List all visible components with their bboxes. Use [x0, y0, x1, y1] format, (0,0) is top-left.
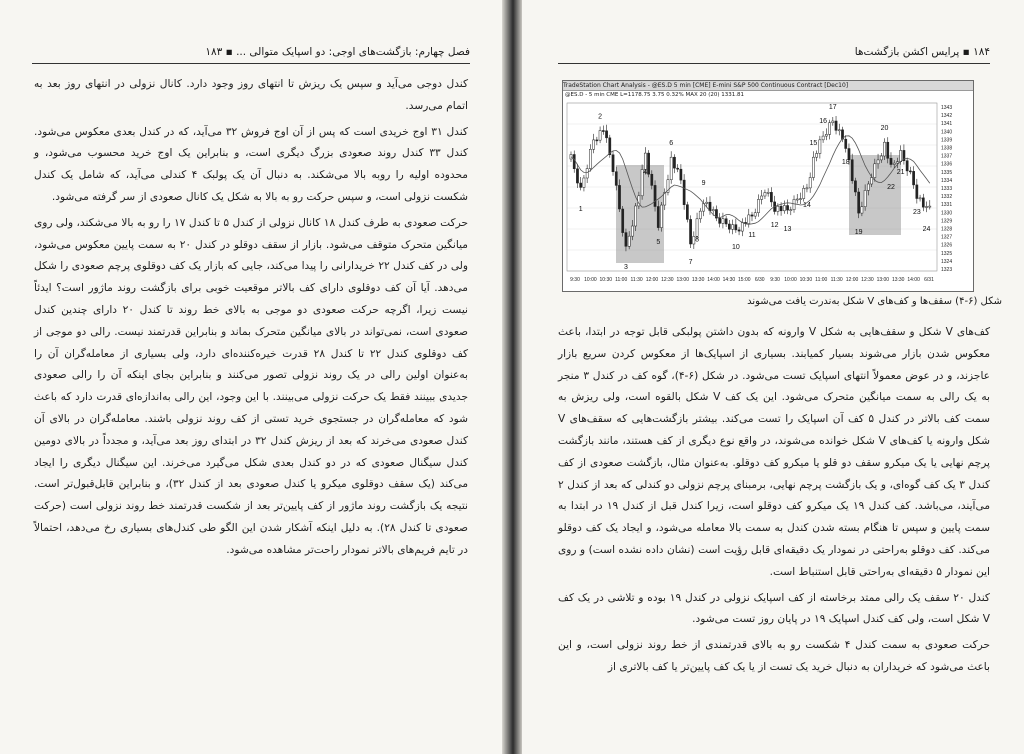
- candle-body: [858, 192, 860, 213]
- candle-body: [909, 171, 911, 172]
- time-tick-label: 11:30: [630, 277, 643, 283]
- candle-body: [767, 192, 769, 193]
- candle-body: [593, 140, 595, 149]
- right-running-header: ۱۸۴ ▪ پرایس اکشن بازگشت‌ها: [854, 46, 990, 58]
- price-tick-label: 1339: [941, 137, 953, 144]
- price-tick-label: 1325: [941, 250, 953, 257]
- time-tick-label: 12:00: [645, 277, 659, 283]
- candle-body: [780, 206, 782, 211]
- candle-body: [906, 161, 908, 171]
- candle-body: [832, 121, 834, 123]
- candle-body: [809, 178, 811, 188]
- candle-body: [651, 174, 653, 185]
- candle-body: [777, 206, 779, 211]
- candle-body: [689, 219, 691, 244]
- left-paragraph-1: کندل دوجی می‌آید و سپس یک ریزش تا انتهای روز وجود دارد. کانال نزولی در انتهای روز بعد به اتمام می‌رسد.: [34, 78, 468, 112]
- candle-body: [754, 213, 756, 216]
- price-tick-label: 1327: [941, 234, 953, 241]
- candle-body: [851, 160, 853, 181]
- candle-body: [874, 164, 876, 178]
- price-tick-label: 1330: [941, 210, 953, 217]
- candle-body: [728, 224, 730, 229]
- right-paragraph-3: حرکت صعودی به سمت کندل ۴ شکست رو به بالای قدرتمندی از خط روند نزولی است، و این باعث می‌شود که خریداران به دنبال خرید یک تست از یا یک کف پایین‌تر یا کف بالاتری از: [558, 639, 991, 673]
- candle-body: [670, 157, 672, 180]
- bar-number-label: 15: [809, 140, 818, 147]
- candle-body: [725, 219, 727, 224]
- bar-number-label: 1: [578, 206, 583, 213]
- candle-body: [867, 184, 869, 190]
- candle-body: [854, 181, 856, 192]
- candle-body: [612, 155, 614, 172]
- candle-body: [880, 156, 882, 160]
- candle-body: [625, 233, 627, 247]
- candle-body: [828, 123, 830, 135]
- price-tick-label: 1340: [941, 129, 953, 136]
- candle-body: [883, 142, 885, 156]
- candle-body: [680, 169, 682, 180]
- candle-body: [618, 185, 620, 209]
- time-tick-label: 11:00: [815, 277, 828, 283]
- left-running-header: فصل چهارم: بازگشت‌های اوجی: دو اسپایک متوالی ... ▪ ۱۸۳: [205, 46, 470, 58]
- bar-number-label: 7: [688, 259, 693, 266]
- price-tick-label: 1338: [941, 145, 953, 152]
- candle-body: [628, 236, 630, 246]
- candle-body: [570, 155, 572, 160]
- candle-body: [631, 226, 633, 236]
- candle-body: [586, 169, 588, 178]
- candle-body: [615, 172, 617, 186]
- bar-number-label: 12: [770, 222, 779, 229]
- candle-body: [764, 193, 766, 196]
- candle-body: [812, 157, 814, 177]
- candle-body: [573, 155, 575, 169]
- bar-number-label: 13: [783, 226, 792, 233]
- candle-body: [861, 207, 863, 213]
- chart-subtitle: @ES.D - 5 min CME L=1178.75 3.75 0.32% MAX 20 (20) 1331.81: [565, 92, 745, 98]
- candle-body: [657, 207, 659, 228]
- price-tick-label: 1342: [941, 113, 953, 120]
- candle-body: [735, 225, 737, 230]
- candle-body: [877, 160, 879, 164]
- time-tick-label: 13:00: [876, 277, 890, 283]
- candle-body: [887, 142, 889, 158]
- time-tick-label: 12:00: [845, 277, 859, 283]
- candle-body: [819, 140, 821, 154]
- price-tick-label: 1337: [941, 153, 953, 160]
- bar-number-label: 8: [695, 236, 700, 244]
- candle-body: [596, 140, 598, 141]
- candle-body: [890, 158, 892, 164]
- candle-body: [786, 206, 788, 211]
- candle-body: [722, 219, 724, 224]
- chart-canvas: [563, 99, 973, 291]
- candle-body: [825, 134, 827, 136]
- candle-body: [751, 215, 753, 216]
- candle-body: [845, 139, 847, 148]
- chart-window-title: TradeStation Chart Analysis - @ES.D 5 min [CME] E-mini S&P 500 Continuous Contract [Dec10]: [563, 81, 973, 91]
- time-tick-label: 14:00: [907, 277, 920, 283]
- candle-body: [822, 136, 824, 140]
- candle-body: [738, 230, 740, 231]
- left-paragraph-3: حرکت صعودی به طرف کندل ۱۸ کانال نزولی از کندل ۵ تا کندل ۱۷ را رو به بالا می‌شکند، ولی روی میانگین متحرک متوقف می‌شود. بازار از سقف دوقلو در کندل ۲۰ به سمت پایین معکوس می‌شود، ولی در کف کندل ۲۲ خریدارانی را پیدا می‌کند، جایی که بازار یک کف دوقلوی پرچم صعودی را شکل می‌دهد. آیا آن کف دوقلوی دارای کف بالاتر موقعیت خوبی برای بازگشت روند ماژور است؟ ایدئاً نیست زیرا، اگرچه حرکت صعودی دو موجی به بالای خط روند تا کندل ۲۰ دارای چندین کندل صعودی است، نمی‌تواند در بالای میانگین متحرک بماند و بنابراین قدرتمند نیست. رالی دو موجی از کف دوقلوی کندل ۲۲ تا کندل ۲۸ قدرت خیره‌کننده‌ای دارد، ولی بسیاری از معامله‌گران آن را به‌عنوان اولین رالی در یک روند نزولی تصور می‌کنند و بنابراین بجای اینکه آن را رالی صعودی جدیدی ببینند فقط یک حرکت نزولی می‌بینند. با این وجود، این رالی به‌اندازه‌ای قدرت دارد که باعث شود که معامله‌گران در جستجوی خرید تستی از کف روند نزولی باشند. معامله‌گران در بالای آن کندل صعودی می‌خرند که بعد از ریزش کندل ۳۲ در ابتدای روز بعد می‌آید، و مجدداً در بالای دومین کندل سیگنال صعودی که در دو کندل بعدی شکل می‌گیرد می‌خرند. این سیگنال دیگری را ایجاد می‌کند (یک سقف دوقلوی میکرو یا کندل صعودی بعد از کندل ۳۲)، و بنابراین قابل‌قبول‌تر است. نتیجه یک بازگشت روند ماژور از کف پایین‌تر بعد از شکست قدرتمند خط روند نزولی است (حرکت صعودی تا کندل ۲۸). به دلیل اینکه آشکار شدن این الگو طی کندل‌های بسیاری رخ می‌دهد، احتمالاً در تایم فریم‌های بالاتر نمودار راحت‌تر مشاهده می‌شود.: [34, 216, 469, 556]
- candle-body: [696, 219, 698, 237]
- time-tick-label: 10:00: [584, 277, 597, 283]
- candle-body: [799, 199, 801, 200]
- time-tick-label: 13:30: [891, 277, 905, 283]
- candle-body: [816, 153, 818, 157]
- price-tick-label: 1331: [941, 202, 953, 209]
- candle-body: [838, 130, 840, 131]
- left-header-rule: [32, 63, 470, 64]
- time-tick-label: 9:30: [570, 277, 580, 283]
- left-page: [0, 0, 502, 754]
- candle-body: [732, 225, 734, 230]
- time-tick-label: 12:30: [661, 277, 674, 283]
- price-tick-label: 1343: [941, 105, 953, 111]
- price-tick-label: 1332: [941, 194, 953, 201]
- price-tick-label: 1334: [941, 177, 953, 184]
- price-tick-label: 1333: [941, 186, 953, 192]
- left-paragraph-2: کندل ۳۱ اوج خریدی است که پس از آن اوج فروش ۳۲ می‌آید، که در کندل بعدی معکوس می‌شود. کندل ۳۳ کندل روند صعودی بزرگ دیگری است، و بنابراین یک اوج خرید محسوب می‌شود، و محدوده اولیه را روبه بالا می‌شکند. به دنبال آن یک پولبک ۴ کندلی می‌آید، که شامل یک کندل شکست نزولی است، و سپس حرکت رو به بالا به شکل یک کانال صعودی از سر گرفته می‌شود.: [34, 125, 468, 203]
- right-header-rule: [558, 63, 990, 64]
- time-tick-label: 10:30: [599, 277, 613, 283]
- candle-body: [770, 192, 772, 202]
- time-tick-label: 14:00: [707, 277, 720, 283]
- candle-body: [929, 206, 931, 207]
- candle-body: [583, 178, 585, 187]
- candle-body: [896, 162, 898, 163]
- candle-body: [870, 178, 872, 184]
- candle-body: [835, 121, 837, 130]
- candle-body: [790, 210, 792, 211]
- time-tick-label: 14:30: [722, 277, 736, 283]
- candle-body: [919, 198, 921, 199]
- time-tick-label: 11:00: [615, 277, 628, 283]
- candle-body: [683, 180, 685, 205]
- candle-body: [660, 205, 662, 228]
- right-paragraph-1: کف‌های V شکل و سقف‌هایی به شکل V وارونه که بدون داشتن پولبکی قابل توجه در ابتدا، باعث معکوس شدن بازار می‌شوند بسیار کمیابند. بسیاری از اسپایک‌ها از معکوس کردن سریع بازار عاجزند، و در عوض معمولاً انتهای اسپایک تست می‌شود. در شکل (۶-۴)، گوه کف در کندل ۳ منجر به یک رالی به سمت میانگین متحرک می‌شود. این یک کف V شکل بالقوه است، ولی ریزش به سمت کف بالاتر در کندل ۵ کف آن اسپایک را تست می‌کند. بیشتر بازگشت‌هایی که سقف‌های V شکل وارونه یا کف‌های V شکل خوانده می‌شوند، در واقع نوع دیگری از کف هستند، مانند بازگشت پرچم نهایی یا یک میکرو سقف دو قلو یا میکرو کف دوقلو. به‌عنوان مثال، بازگشت صعودی از کف کندل ۳ یک کف گوه‌ای، و یک بازگشت پرچم نهایی، برمبنای پرچم نزولی دو کندلی که بعد از کندل ۲ می‌آیند، می‌باشد. کف کندل ۱۹ یک میکرو کف دوقلو است، زیرا کندل قبل از کندل ۱۹ در ابتدا به سمت پایین و سپس تا هنگام بسته شدن کندل به سمت بالا معامله می‌شود، و ایجاد یک کف دوقلو می‌کند. کف دوقلو به‌راحتی در نمودار یک دقیقه‌ای قابل رؤیت است (نشان داده نشده است) و روی این نمودار ۵ دقیقه‌ای به‌راحتی قابل استنباط است.: [558, 326, 991, 578]
- candle-body: [589, 149, 591, 168]
- candle-body: [793, 199, 795, 209]
- candle-body: [673, 157, 675, 168]
- time-tick-label: 15:00: [738, 277, 751, 283]
- candle-body: [922, 198, 924, 207]
- bar-number-label: 14: [803, 202, 811, 209]
- price-tick-label: 1341: [941, 121, 953, 128]
- time-tick-label: 13:30: [691, 277, 705, 283]
- bar-number-label: 3: [623, 264, 628, 271]
- candle-body: [605, 131, 607, 138]
- price-tick-label: 1324: [941, 258, 953, 265]
- chart-figure: [562, 80, 974, 292]
- candle-body: [622, 209, 624, 233]
- candle-body: [761, 196, 763, 199]
- time-tick-label: 6/31: [924, 277, 934, 283]
- bar-number-label: 11: [748, 232, 756, 239]
- candle-body: [900, 150, 902, 161]
- time-tick-label: 9:30: [770, 277, 780, 283]
- right-page: [522, 0, 1024, 754]
- bar-number-label: 18: [841, 159, 850, 166]
- bar-number-label: 16: [819, 118, 828, 125]
- price-tick-label: 1323: [941, 267, 953, 273]
- candle-body: [916, 185, 918, 199]
- time-tick-label: 10:30: [799, 277, 813, 283]
- candle-body: [893, 163, 895, 164]
- bar-number-label: 19: [854, 229, 863, 236]
- candle-body: [677, 168, 679, 169]
- candle-body: [712, 210, 714, 211]
- candle-body: [783, 206, 785, 211]
- price-tick-label: 1326: [941, 242, 953, 249]
- candle-body: [741, 222, 743, 231]
- time-tick-label: 12:30: [861, 277, 874, 283]
- bar-number-label: 23: [912, 209, 921, 216]
- bar-number-label: 17: [828, 104, 837, 111]
- candle-body: [719, 218, 721, 223]
- bar-number-label: 21: [896, 169, 905, 176]
- candle-body: [925, 207, 927, 208]
- price-tick-label: 1328: [941, 226, 953, 233]
- time-tick-label: 11:30: [830, 277, 843, 283]
- right-body-text: [558, 322, 990, 679]
- bar-number-label: 22: [887, 184, 895, 191]
- candle-body: [796, 199, 798, 200]
- right-paragraph-2: کندل ۲۰ سقف یک رالی ممتد برخاسته از کف اسپایک نزولی در کندل ۱۹ بوده و تلاشی در یک کف V شکل است، ولی کف کندل اسپایک ۱۹ در پایان روز تست می‌شود.: [558, 591, 990, 626]
- bar-number-label: 4: [643, 169, 648, 176]
- bar-number-label: 2: [598, 113, 603, 121]
- time-tick-label: 6/30: [754, 277, 765, 283]
- bar-number-label: 5: [656, 239, 661, 246]
- bar-number-label: 20: [880, 125, 889, 132]
- candle-body: [699, 211, 701, 219]
- candle-body: [635, 206, 637, 226]
- candle-body: [806, 188, 808, 189]
- candle-body: [864, 190, 866, 206]
- figure-caption: شکل (۶-۴) سقف‌ها و کف‌های V شکل به‌ندرت یافت می‌شوند: [747, 296, 1002, 307]
- bar-number-label: 10: [731, 244, 740, 251]
- time-tick-label: 13:00: [676, 277, 689, 283]
- bar-number-label: 24: [922, 226, 931, 233]
- candle-body: [913, 171, 915, 185]
- candle-body: [803, 188, 805, 198]
- candle-body: [644, 153, 646, 169]
- candle-body: [706, 202, 708, 203]
- bar-number-label: 9: [701, 180, 706, 187]
- time-tick-label: 10:00: [784, 277, 797, 283]
- candle-body: [647, 153, 649, 174]
- candle-body: [580, 183, 582, 187]
- left-body-text: [34, 74, 468, 562]
- candle-body: [686, 205, 688, 220]
- candle-body: [602, 131, 604, 132]
- price-tick-label: 1336: [941, 161, 953, 168]
- candle-body: [576, 169, 578, 183]
- price-tick-label: 1335: [941, 169, 953, 176]
- candle-body: [757, 199, 759, 212]
- book-gutter: [502, 0, 522, 754]
- price-tick-label: 1329: [941, 218, 953, 225]
- candle-body: [748, 215, 750, 224]
- candle-body: [654, 185, 656, 206]
- bar-number-label: 6: [669, 140, 674, 147]
- candle-body: [599, 131, 601, 141]
